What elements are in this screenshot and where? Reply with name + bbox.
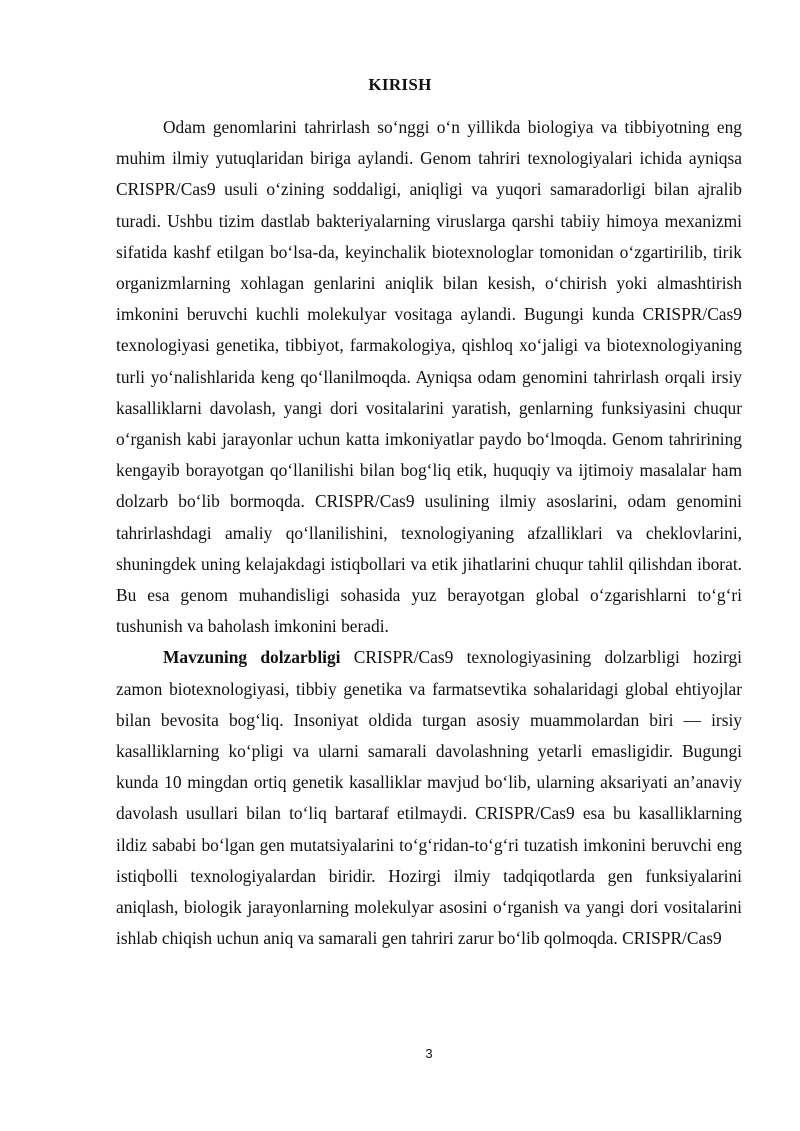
document-body [116, 112, 742, 954]
relevance-paragraph [116, 642, 742, 954]
relevance-text: CRISPR/Cas9 texnologiyasining dolzarbligi hozirgi zamon biotexnologiyasi, tibbiy genetika va farmatsevtika sohalaridagi global ehtiyojlar bilan bevosita bog‘liq. Insoniyat oldida turgan asosiy muammolardan biri — irsiy kasalliklarning ko‘pligi va ularni samarali davolashning yetarli emasligidir. Bugungi kunda 10 mingdan ortiq genetik kasalliklar mavjud bo‘lib, ularning aksariyati an’anaviy davolash usullari bilan to‘liq bartaraf etilmaydi. CRISPR/Cas9 esa bu kasalliklarning ildiz sababi bo‘lgan gen mutatsiyalarini to‘g‘ridan-to‘g‘ri tuzatish imkonini beruvchi eng istiqbolli texnologiyalardan biridir. Hozirgi ilmiy tadqiqotlarda gen funksiyalarini aniqlash, biologik jarayonlarning molekulyar asosini o‘rganish va yangi dori vositalarini ishlab chiqish uchun aniq va samarali gen tahriri zarur bo‘lib qolmoqda. CRISPR/Cas9 [116, 647, 743, 949]
page-number: 3 [425, 1046, 433, 1061]
intro-paragraph: Odam genomlarini tahrirlash so‘nggi o‘n yillikda biologiya va tibbiyotning eng muhim ilmiy yutuqlaridan biriga aylandi. Genom tahriri texnologiyalari ichida ayniqsa CRISPR/Cas9 usuli o‘zining soddaligi, aniqligi va yuqori samaradorligi bilan ajralib turadi. Ushbu tizim dastlab bakteriyalarning viruslarga qarshi tabiiy himoya mexanizmi sifatida kashf etilgan bo‘lsa-da, keyinchalik biotexnologlar tomonidan o‘zgartirilib, tirik organizmlarning xohlagan genlarini aniqlik bilan kesish, o‘chirish yoki almashtirish imkonini beruvchi kuchli molekulyar vositaga aylandi. Bugungi kunda CRISPR/Cas9 texnologiyasi genetika, tibbiyot, farmakologiya, qishloq xo‘jaligi va biotexnologiyaning turli yo‘nalishlarida keng qo‘llanilmoqda. Ayniqsa odam genomini tahrirlash orqali irsiy kasalliklarni davolash, yangi dori vositalarini yaratish, genlarning funksiyasini chuqur o‘rganish kabi jarayonlar uchun katta imkoniyatlar paydo bo‘lmoqda. Genom tahririning kengayib borayotgan qo‘llanilishi bilan bog‘liq etik, huquqiy va ijtimoiy masalalar ham dolzarb bo‘lib bormoqda. CRISPR/Cas9 usulining ilmiy asoslarini, odam genomini tahrirlashdagi amaliy qo‘llanilishini, texnologiyaning afzalliklari va cheklovlarini, shuningdek uning kelajakdagi istiqbollari va etik jihatlarini chuqur tahlil qilishdan iborat. Bu esa genom muhandisligi sohasida yuz berayotgan global o‘zgarishlarni to‘g‘ri tushunish va baholash imkonini beradi. [116, 117, 742, 637]
page-title: KIRISH [368, 75, 432, 94]
relevance-heading: Mavzuning dolzarbligi [163, 647, 341, 668]
